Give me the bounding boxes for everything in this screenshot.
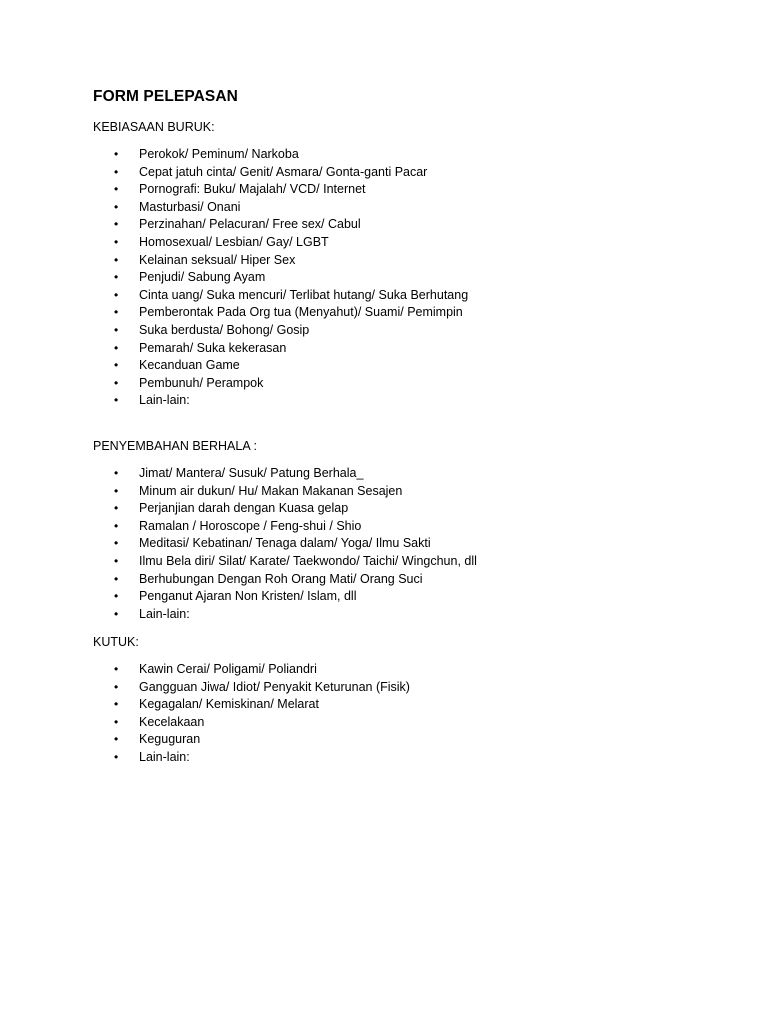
- bullet-icon: •: [114, 375, 119, 390]
- bullet-icon: •: [114, 518, 119, 533]
- bullet-icon: •: [114, 182, 119, 197]
- bullet-icon: •: [114, 322, 119, 337]
- bullet-icon: •: [114, 234, 119, 249]
- bullet-icon: •: [114, 589, 119, 604]
- list-item-text: Homosexual/ Lesbian/ Gay/ LGBT: [139, 234, 329, 249]
- list-item-text: Kawin Cerai/ Poligami/ Poliandri: [139, 662, 317, 676]
- list-item-text: Ilmu Bela diri/ Silat/ Karate/ Taekwondo/ Taichi/ Wingchun, dll: [139, 553, 477, 568]
- list-item-text: Berhubungan Dengan Roh Orang Mati/ Orang Suci: [139, 571, 423, 586]
- list-item-text: Gangguan Jiwa/ Idiot/ Penyakit Keturunan (Fisik): [139, 679, 410, 694]
- list-item-text: Pornografi: Buku/ Majalah/ VCD/ Internet: [139, 182, 366, 197]
- section-heading-kebiasaan-buruk: KEBIASAAN BURUK:: [93, 120, 215, 134]
- section-heading-penyembahan-berhala: PENYEMBAHAN BERHALA :: [93, 439, 257, 453]
- bullet-icon: •: [114, 606, 119, 621]
- bullet-icon: •: [114, 749, 119, 764]
- bullet-icon: •: [114, 571, 119, 586]
- bullet-icon: •: [114, 697, 119, 712]
- bullet-icon: •: [114, 483, 119, 498]
- list-item-text: Penganut Ajaran Non Kristen/ Islam, dll: [139, 589, 357, 604]
- list-item-text: Lain-lain:: [139, 606, 190, 621]
- list-item-text: Lain-lain:: [139, 749, 190, 764]
- page-title: FORM PELEPASAN: [93, 88, 238, 105]
- list-item-text: Keguguran: [139, 732, 201, 747]
- list-item-text: Cinta uang/ Suka mencuri/ Terlibat hutang/ Suka Berhutang: [139, 287, 469, 302]
- bullet-icon: •: [114, 164, 119, 179]
- list-item-text: Pemarah/ Suka kekerasan: [139, 340, 287, 355]
- bullet-icon: •: [114, 217, 119, 232]
- bullet-icon: •: [114, 732, 119, 747]
- list-item-text: Kelainan seksual/ Hiper Sex: [139, 252, 296, 267]
- list-item-text: Minum air dukun/ Hu/ Makan Makanan Sesajen: [139, 483, 403, 498]
- list-item-text: Kegagalan/ Kemiskinan/ Melarat: [139, 697, 319, 712]
- list-item-text: Pemberontak Pada Org tua (Menyahut)/ Suami/ Pemimpin: [139, 305, 463, 320]
- list-item-text: Jimat/ Mantera/ Susuk/ Patung Berhala_: [139, 466, 364, 480]
- bullet-icon: •: [114, 270, 119, 285]
- section-heading-kutuk: KUTUK:: [93, 635, 139, 649]
- bullet-icon: •: [114, 679, 119, 694]
- bullet-icon: •: [114, 252, 119, 267]
- bullet-icon: •: [114, 340, 119, 355]
- bullet-icon: •: [114, 501, 119, 516]
- list-item-text: Meditasi/ Kebatinan/ Tenaga dalam/ Yoga/ Ilmu Sakti: [139, 536, 431, 551]
- bullet-icon: •: [114, 536, 119, 551]
- bullet-icon: •: [114, 358, 119, 373]
- bullet-icon: •: [114, 714, 119, 729]
- list-item-text: Lain-lain:: [139, 393, 190, 408]
- list-item-text: Kecelakaan: [139, 714, 205, 729]
- bullet-icon: •: [114, 662, 119, 676]
- bullet-icon: •: [114, 466, 119, 480]
- list-item-text: Perzinahan/ Pelacuran/ Free sex/ Cabul: [139, 217, 361, 232]
- bullet-icon: •: [114, 199, 119, 214]
- list-item-text: Cepat jatuh cinta/ Genit/ Asmara/ Gonta-ganti Pacar: [139, 164, 428, 179]
- list-item-text: Pembunuh/ Perampok: [139, 375, 264, 390]
- list-item-text: Perjanjian darah dengan Kuasa gelap: [139, 501, 349, 516]
- bullet-icon: •: [114, 147, 119, 161]
- bullet-icon: •: [114, 287, 119, 302]
- bullet-icon: •: [114, 393, 119, 408]
- list-item-text: Kecanduan Game: [139, 358, 240, 373]
- list-item-text: Masturbasi/ Onani: [139, 199, 241, 214]
- bullet-icon: •: [114, 305, 119, 320]
- list-item-text: Penjudi/ Sabung Ayam: [139, 270, 266, 285]
- list-item-text: Ramalan / Horoscope / Feng-shui / Shio: [139, 518, 362, 533]
- bullet-icon: •: [114, 553, 119, 568]
- list-item-text: Suka berdusta/ Bohong/ Gosip: [139, 322, 310, 337]
- list-item-text: Perokok/ Peminum/ Narkoba: [139, 147, 299, 161]
